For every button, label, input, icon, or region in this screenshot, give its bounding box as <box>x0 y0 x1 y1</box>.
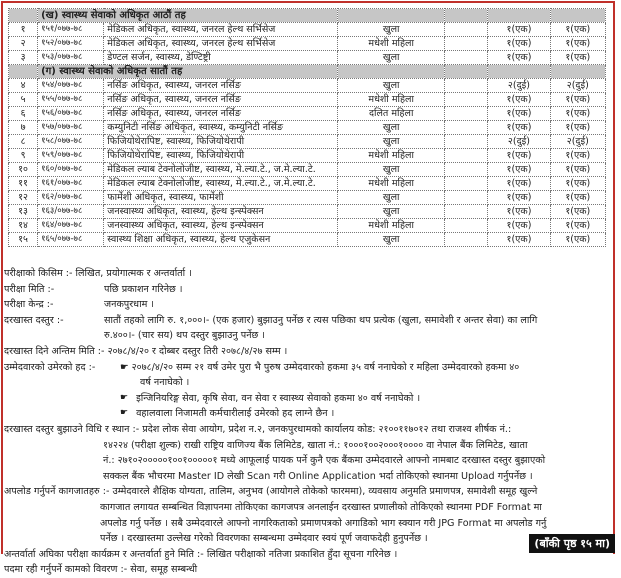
category: मधेशी महिला <box>338 93 445 107</box>
post-count: १(एक) <box>488 149 550 163</box>
post-title: स्वास्थ्य शिक्षा अधिकृत, स्वास्थ्य, हेल्थ एजुकेसन <box>104 233 338 247</box>
cell-blank <box>444 107 487 121</box>
total-count: २(दुई) <box>550 135 605 149</box>
cell-blank <box>550 9 605 23</box>
post-title: नर्सिङ अधिकृत, स्वास्थ्य, जनरल नर्सिङ <box>104 79 338 93</box>
bullet-icon: ☛ <box>120 361 132 373</box>
post-title: जनस्वास्थ्य अधिकृत, स्वास्थ्य, हेल्थ इन्स्पेक्सन <box>104 205 338 219</box>
category: मधेशी महिला <box>338 149 445 163</box>
notice-body <box>4 266 612 578</box>
payment-method: दरखास्त दस्तुर बुझाउने विधि र स्थान :- प्रदेश लोक सेवा आयोग, प्रदेश न.२, जनकपुरधामको कार्यालय कोड: २१००११७०१२ तथा राजश्व शीर्षक नं.: <box>4 423 512 435</box>
cell-blank <box>550 65 605 79</box>
category: खुला <box>338 51 445 65</box>
cell-blank <box>444 51 487 65</box>
advertisement-code: १६२/०७७-७८ <box>38 191 104 205</box>
cell-blank <box>444 219 487 233</box>
continued-badge: (बाँकी पृष्ठ १५ मा) <box>529 534 615 553</box>
group-title: (ख) स्वास्थ्य सेवाको अधिकृत आठौं तह <box>38 9 338 23</box>
age-bullet: ☛ इन्जिनियरिङ्ग सेवा, कृषि सेवा, वन सेवा र स्वास्थ्य सेवाको हकमा ४० वर्ष ननाघेको । <box>4 391 612 407</box>
advertisement-code: १५९/०७७-७८ <box>38 149 104 163</box>
total-count: १(एक) <box>550 121 605 135</box>
serial-number: ११ <box>9 177 38 191</box>
post-title: जनस्वास्थ्य अधिकृत, स्वास्थ्य, हेल्थ इन्स्पेक्सन <box>104 219 338 233</box>
application-fee: दरखास्त दस्तुर :- सातौं तहको लागि रु. १,०००।- (एक हजार) बुझाउनु पर्नेछ र त्यस पछिका थप प्रत्येक (खुला, समावेशी र अन्तर सेवा) का लागि <box>4 314 538 326</box>
interview-date: अन्तर्वार्ता अघिका परीक्षा कार्यक्रम र अन्तर्वार्ता हुने मिति :- लिखित परीक्षाको नतिजा प्रकाशित हुँदा सूचना गरिनेछ । <box>4 548 398 560</box>
serial-number: ४ <box>9 79 38 93</box>
total-count: १(एक) <box>550 93 605 107</box>
post-count: १(एक) <box>488 205 550 219</box>
post-title: मेडिकल ल्याब टेक्नोलोजीष्ट, स्वास्थ्य, मे.ल्या.टे., ज.मे.ल्या.टे. <box>104 177 338 191</box>
table-row <box>9 51 606 65</box>
category: मधेशी महिला <box>338 177 445 191</box>
advertisement-code: १५८/०७७-७८ <box>38 135 104 149</box>
table-row <box>9 107 606 121</box>
post-count: २(दुई) <box>488 79 550 93</box>
cell-blank <box>444 9 487 23</box>
post-title: मेडिकल ल्याब टेक्नोलोजीष्ट, स्वास्थ्य, मे.ल्या.टे., ज.मे.ल्या.टे. <box>104 163 338 177</box>
payment-line: नं.: २७१०२०००००१००१०००००१ मध्ये आफूलाई पायक पर्ने कुनै एक बैंकमा उम्मेदवारले आफ्नो नामबाट दरखास्त दस्तुर बुझाएको <box>103 455 546 467</box>
cell-blank <box>444 37 487 51</box>
category: मधेशी महिला <box>338 37 445 51</box>
table-row <box>9 205 606 219</box>
post-count: १(एक) <box>488 107 550 121</box>
advertisement-code: १५१/०७७-७८ <box>38 23 104 37</box>
post-count: १(एक) <box>488 23 550 37</box>
cell-blank <box>338 9 445 23</box>
table-row <box>9 23 606 37</box>
total-count: १(एक) <box>550 233 605 247</box>
upload-line: अपलोड गर्नु पर्नेछ । सबै उम्मेदवारले आफ्नो नागरिकताको प्रमाणपत्रको अगाडिको भाग स्क्यान गरी JPG Format मा अपलोड गर्नु <box>100 517 547 529</box>
total-count: १(एक) <box>550 149 605 163</box>
cell-blank <box>444 233 487 247</box>
category: मधेशी महिला <box>338 219 445 233</box>
post-title: नर्सिङ अधिकृत, स्वास्थ्य, जनरल नर्सिङ <box>104 93 338 107</box>
upload-line: कागजात लगायत सम्बन्धित विज्ञापनमा तोकिएका कागजपत्र अनलाईन दरखास्त प्रणालीको तोकिएको स्थानमा PDF Format मा <box>100 501 542 513</box>
serial-number: ७ <box>9 121 38 135</box>
category: खुला <box>338 191 445 205</box>
category: खुला <box>338 135 445 149</box>
category: दलित महिला <box>338 107 445 121</box>
age-limit: उम्मेदवारको उमेरको हद :- ☛ २०७८/४/२० सम्म २१ वर्ष उमेर पुरा भै पुरुष उम्मेदवारको हकमा ३५ वर्ष ननाघेको र महिला उम्मेदवारको हकमा ४० <box>4 360 612 376</box>
serial-number: १५ <box>9 233 38 247</box>
advertisement-code: १५३/०७७-७८ <box>38 51 104 65</box>
post-count: १(एक) <box>488 219 550 233</box>
cell-blank <box>444 149 487 163</box>
job-duties: पदमा रही गर्नुपर्ने कामको विवरण :- सेवा, समूह सम्बन्धी <box>4 564 198 576</box>
advertisement-code: १५६/०७७-७८ <box>38 107 104 121</box>
advertisement-code: १५५/०७७-७८ <box>38 93 104 107</box>
serial-number: ५ <box>9 93 38 107</box>
total-count: १(एक) <box>550 51 605 65</box>
post-count: १(एक) <box>488 191 550 205</box>
total-count: १(एक) <box>550 177 605 191</box>
cell-blank <box>444 79 487 93</box>
advertisement-code: १५२/०७७-७८ <box>38 37 104 51</box>
exam-date: परीक्षा मिति :- पछि प्रकाशन गरिनेछ । <box>4 283 183 295</box>
post-title: नर्सिङ अधिकृत, स्वास्थ्य, जनरल नर्सिङ <box>104 107 338 121</box>
serial-number: १२ <box>9 191 38 205</box>
advertisement-code: १६४/०७७-७८ <box>38 219 104 233</box>
serial-number: १४ <box>9 219 38 233</box>
advertisement-code: १५७/०७७-७८ <box>38 121 104 135</box>
serial-number: १ <box>9 23 38 37</box>
post-title: मेडिकल अधिकृत, स्वास्थ्य, जनरल हेल्थ सर्भिसेज <box>104 37 338 51</box>
cell-blank <box>9 9 38 23</box>
advertisement-code: १५४/०७७-७८ <box>38 79 104 93</box>
cell-blank <box>444 205 487 219</box>
total-count: १(एक) <box>550 205 605 219</box>
advertisement-code: १६०/०७७-७८ <box>38 163 104 177</box>
cell-blank <box>444 177 487 191</box>
category: खुला <box>338 163 445 177</box>
deadline: दरखास्त दिने अन्तिम मिति :- २०७८/४/२० र दोब्बर दस्तुर तिरी २०७८/४/२७ सम्म । <box>4 345 288 357</box>
table-row <box>9 219 606 233</box>
table-row <box>9 191 606 205</box>
payment-line: सक्कल बैंक भौचरमा Master ID लेखी Scan गरी Online Application भर्दा तोकिएको स्थानमा Upload गर्नुपर्नेछ । <box>103 470 533 482</box>
post-title: मेडिकल अधिकृत, स्वास्थ्य, जनरल हेल्थ सर्भिसेज <box>104 23 338 37</box>
cell-blank <box>444 121 487 135</box>
serial-number: २ <box>9 37 38 51</box>
total-count: १(एक) <box>550 191 605 205</box>
serial-number: ८ <box>9 135 38 149</box>
total-count: २(दुई) <box>550 79 605 93</box>
category: खुला <box>338 205 445 219</box>
advertisement-code: १६३/०७७-७८ <box>38 205 104 219</box>
post-count: १(एक) <box>488 93 550 107</box>
post-count: १(एक) <box>488 177 550 191</box>
table-row <box>9 79 606 93</box>
table-row <box>9 149 606 163</box>
serial-number: ३ <box>9 51 38 65</box>
total-count: १(एक) <box>550 37 605 51</box>
application-fee-cont: रु.४००।- (चार सय) थप दस्तुर बुझाउनु पर्नेछ । <box>104 330 265 342</box>
vacancy-table <box>8 8 606 247</box>
serial-number: १० <box>9 163 38 177</box>
post-count: १(एक) <box>488 37 550 51</box>
age-bullet: ☛ वहालवाला निजामती कर्मचारीलाई उमेरको हद लाग्ने छैन । <box>4 406 612 422</box>
total-count: १(एक) <box>550 163 605 177</box>
category: खुला <box>338 121 445 135</box>
upload-line: पर्नेछ । दरखास्तमा उल्लेख गरेको विवरणका सम्बन्धमा उम्मेदवार स्वयं पूर्ण जवाफदेही हुनुपर्नेछ । <box>100 533 428 545</box>
serial-number: ६ <box>9 107 38 121</box>
total-count: १(एक) <box>550 23 605 37</box>
total-count: १(एक) <box>550 219 605 233</box>
exam-type: परीक्षाको किसिम :- लिखित, प्रयोगात्मक र अन्तर्वार्ता । <box>4 268 192 279</box>
age-limit-cont: वर्ष ननाघेको । <box>140 377 190 389</box>
serial-number: १३ <box>9 205 38 219</box>
post-title: फार्मेशी अधिकृत, स्वास्थ्य, फार्मेशी <box>104 191 338 205</box>
post-count: १(एक) <box>488 51 550 65</box>
cell-blank <box>444 23 487 37</box>
post-title: फिजियोथेरापिष्ट, स्वास्थ्य, फिजियोथेरापी <box>104 149 338 163</box>
post-count: १(एक) <box>488 233 550 247</box>
category: खुला <box>338 79 445 93</box>
post-count: २(दुई) <box>488 135 550 149</box>
upload-docs: अपलोड गर्नुपर्ने कागजातहरु :- उम्मेदवारले शैक्षिक योग्यता, तालिम, अनुभव (आयोगले तोकेको फारममा), व्यवसाय अनुमति प्रमाणपत्र, समावेशी समूह खुल्ने <box>4 486 538 498</box>
post-count: १(एक) <box>488 163 550 177</box>
post-title: कम्युनिटी नर्सिङ अधिकृत, स्वास्थ्य, कम्युनिटी नर्सिङ <box>104 121 338 135</box>
cell-blank <box>338 65 445 79</box>
serial-number: ९ <box>9 149 38 163</box>
exam-center: परीक्षा केन्द्र :- जनकपुरधाम । <box>4 299 154 311</box>
table-row <box>9 121 606 135</box>
post-title: डेण्टल सर्जन, स्वास्थ्य, डेण्टिष्ट्री <box>104 51 338 65</box>
post-count: १(एक) <box>488 121 550 135</box>
table-row <box>9 37 606 51</box>
table-row <box>9 135 606 149</box>
category: खुला <box>338 23 445 37</box>
group-title: (ग) स्वास्थ्य सेवाको अधिकृत सातौं तह <box>38 65 338 79</box>
total-count: १(एक) <box>550 107 605 121</box>
cell-blank <box>444 135 487 149</box>
cell-blank <box>444 65 487 79</box>
category: खुला <box>338 233 445 247</box>
cell-blank <box>444 93 487 107</box>
cell-blank <box>488 9 550 23</box>
advertisement-code: १६५/०७७-७८ <box>38 233 104 247</box>
table-row <box>9 233 606 247</box>
group-header-row <box>9 65 606 79</box>
table-row <box>9 93 606 107</box>
cell-blank <box>444 163 487 177</box>
group-header-row <box>9 9 606 23</box>
table-row <box>9 177 606 191</box>
cell-blank <box>444 191 487 205</box>
payment-line: १४२२४ (परीक्षा शुल्क) राखी राष्ट्रिय वाणिज्य बैंक लिमिटेड, खाता नं.: १०००१००२०००१०००० वा नेपाल बैंक लिमिटेड, खाता <box>103 439 528 451</box>
advertisement-code: १६१/०७७-७८ <box>38 177 104 191</box>
table-row <box>9 163 606 177</box>
cell-blank <box>488 65 550 79</box>
post-title: फिजियोथेरापिष्ट, स्वास्थ्य, फिजियोथेरापी <box>104 135 338 149</box>
cell-blank <box>9 65 38 79</box>
